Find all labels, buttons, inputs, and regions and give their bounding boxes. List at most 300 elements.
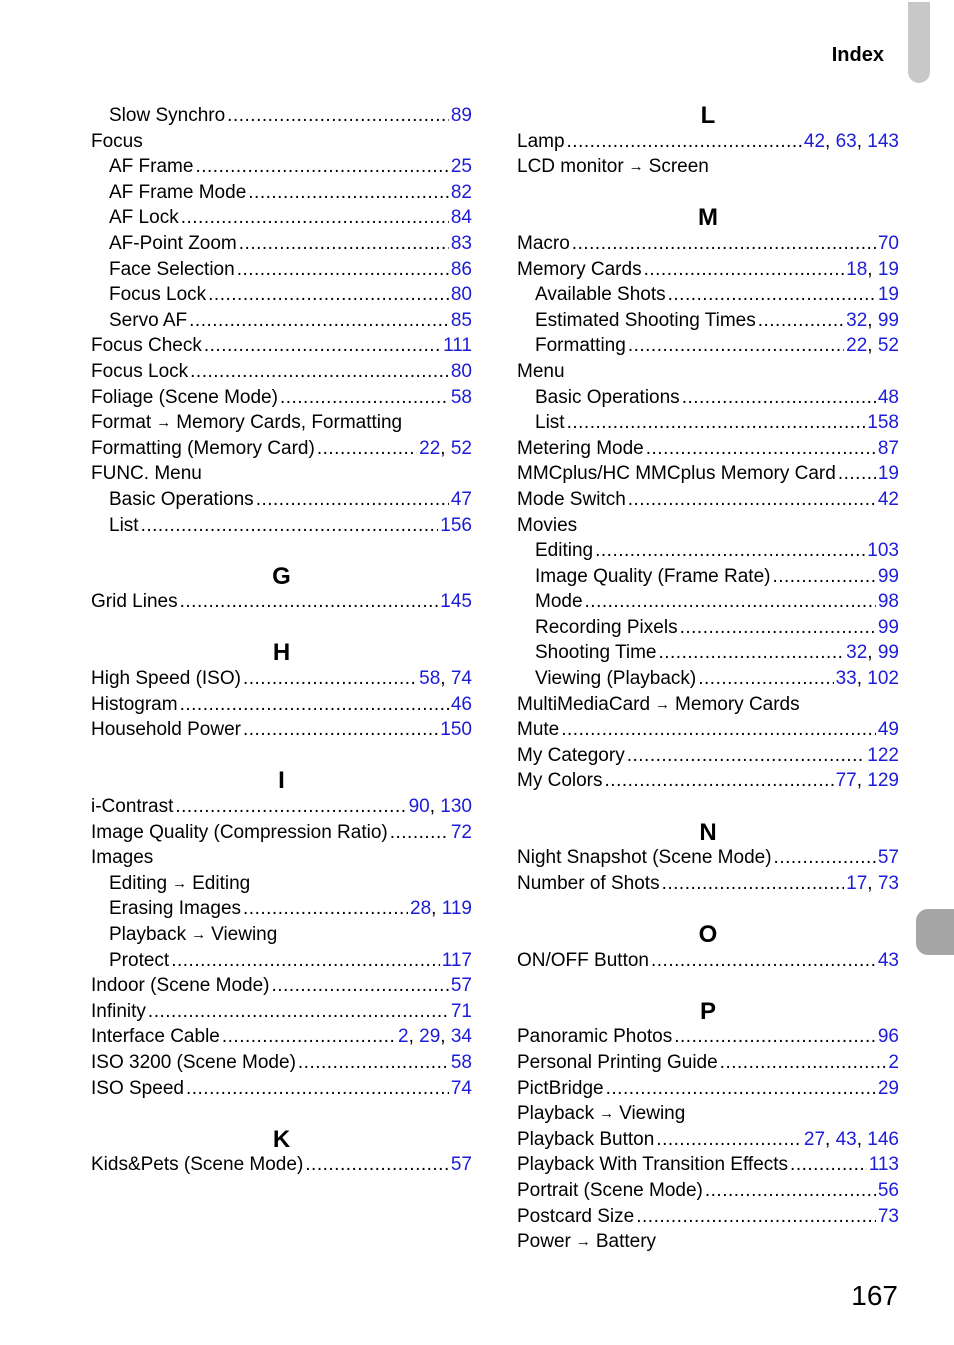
dot-leader: [772, 564, 875, 590]
dot-leader: [628, 487, 876, 513]
page-link[interactable]: 43: [877, 949, 899, 971]
dot-leader: [148, 999, 449, 1025]
entry-label: Interface Cable: [91, 1026, 220, 1048]
page-link[interactable]: 33: [835, 668, 857, 690]
index-entry: [517, 768, 899, 794]
page-separator: ,: [867, 309, 878, 331]
see-reference: Viewing: [619, 1103, 686, 1125]
entry-label: Menu: [517, 360, 565, 382]
dot-leader: [189, 308, 449, 334]
page-link[interactable]: 74: [450, 1077, 472, 1099]
entry-label: Panoramic Photos: [517, 1026, 673, 1048]
page-separator: ,: [856, 130, 868, 152]
entry-label: Night Snapshot (Scene Mode): [517, 847, 772, 869]
page-link[interactable]: 156: [440, 514, 472, 536]
see-reference: Screen: [648, 156, 709, 178]
page-link[interactable]: 102: [867, 668, 899, 690]
page-refs: [451, 359, 472, 385]
entry-label: Personal Printing Guide: [517, 1051, 718, 1073]
page-link[interactable]: 130: [440, 796, 472, 818]
dot-leader: [646, 436, 876, 462]
page-link[interactable]: 43: [835, 1128, 857, 1150]
index-subentry: [517, 538, 899, 564]
index-subentry: [91, 103, 472, 129]
index-entry: [91, 692, 472, 718]
dot-leader: [585, 589, 876, 615]
page-refs: [846, 871, 899, 897]
dot-leader: [280, 385, 449, 411]
index-entry: [91, 129, 472, 155]
page-separator: ,: [856, 1128, 868, 1150]
dot-leader: [628, 333, 844, 359]
index-tab-top: [908, 2, 930, 83]
page-separator: ,: [431, 898, 442, 920]
dot-leader: [390, 820, 449, 846]
page-refs: [451, 692, 472, 718]
page-link[interactable]: 122: [867, 744, 899, 766]
page-link[interactable]: 119: [441, 898, 472, 920]
page-refs: [878, 615, 899, 641]
index-entry: [91, 461, 472, 487]
entry-label: ON/OFF Button: [517, 949, 649, 971]
entry-label: Image Quality (Frame Rate): [535, 565, 771, 587]
page-link[interactable]: 47: [450, 488, 472, 510]
dot-leader: [838, 461, 876, 487]
page-separator: ,: [867, 872, 878, 894]
page-separator: ,: [867, 335, 878, 357]
dot-leader: [606, 1076, 876, 1102]
entry-label: Erasing Images: [109, 898, 242, 920]
index-entry: [517, 1024, 899, 1050]
arrow-right-icon: →: [191, 926, 207, 943]
page-refs: [409, 794, 472, 820]
page-link[interactable]: 22: [846, 335, 868, 357]
entry-label: List: [535, 412, 565, 434]
section-letter: O: [698, 921, 718, 948]
entry-label: AF Frame: [109, 156, 194, 178]
page-refs: [867, 743, 899, 769]
dot-leader: [698, 666, 833, 692]
index-subentry: [517, 385, 899, 411]
page-link[interactable]: 19: [877, 463, 899, 485]
index-entry: [517, 1229, 899, 1255]
page-link[interactable]: 63: [835, 130, 857, 152]
index-subentry: [517, 666, 899, 692]
entry-label: PictBridge: [517, 1077, 604, 1099]
index-subentry: [91, 154, 472, 180]
see-reference: Viewing: [211, 924, 278, 945]
page-link[interactable]: 70: [877, 232, 899, 254]
dot-leader: [680, 615, 876, 641]
dot-leader: [227, 103, 449, 129]
entry-label: Mode Switch: [517, 488, 626, 510]
entry-label: My Category: [517, 744, 625, 766]
page-link[interactable]: 74: [450, 668, 472, 690]
page-refs: [451, 1076, 472, 1102]
entry-label: Focus Lock: [91, 360, 189, 382]
dot-leader: [674, 1024, 876, 1050]
dot-leader: [243, 666, 417, 692]
dot-leader: [636, 1204, 876, 1230]
page-link[interactable]: 85: [450, 309, 472, 331]
dot-leader: [248, 180, 449, 206]
index-subentry: [517, 410, 899, 436]
entry-label: FUNC. Menu: [91, 463, 202, 485]
page-refs: [451, 973, 472, 999]
page-refs: [846, 257, 899, 283]
page-link[interactable]: 158: [867, 412, 899, 434]
entry-label: Editing: [109, 872, 168, 894]
page-link[interactable]: 87: [877, 437, 899, 459]
page-link[interactable]: 57: [450, 975, 472, 997]
page-refs: [878, 282, 899, 308]
page-link[interactable]: 2: [398, 1026, 409, 1048]
page-refs: [442, 948, 472, 974]
page-link[interactable]: 77: [835, 770, 857, 792]
entry-label: Basic Operations: [109, 488, 254, 510]
index-subentry: [91, 205, 472, 231]
arrow-right-icon: →: [575, 1233, 591, 1251]
page-refs: [443, 333, 472, 359]
entry-label: Infinity: [91, 1000, 146, 1022]
page-link[interactable]: 143: [867, 130, 899, 152]
entry-label: Protect: [109, 949, 170, 971]
entry-label: Shooting Time: [535, 642, 657, 664]
entry-label: Recording Pixels: [535, 616, 678, 638]
page-link[interactable]: 49: [877, 719, 899, 741]
dot-leader: [243, 717, 438, 743]
page-link[interactable]: 96: [877, 1026, 899, 1048]
index-subentry: [91, 896, 472, 922]
index-entry: [91, 820, 472, 846]
entry-label: Memory Cards: [517, 258, 642, 280]
index-entry: [517, 154, 899, 180]
index-subentry: [517, 640, 899, 666]
page-link[interactable]: 27: [803, 1128, 826, 1150]
page-link[interactable]: 86: [450, 258, 472, 280]
page-link[interactable]: 84: [450, 207, 472, 229]
page-link[interactable]: 73: [877, 1205, 899, 1227]
page-refs: [440, 513, 472, 539]
page-refs: [419, 436, 472, 462]
arrow-right-icon: →: [172, 874, 188, 892]
index-column-right: [517, 103, 899, 1255]
page-refs: [878, 589, 899, 615]
page-refs: [804, 1127, 899, 1153]
page-link[interactable]: 58: [450, 386, 472, 408]
page-refs: [451, 257, 472, 283]
entry-label: Formatting: [535, 335, 626, 357]
index-subentry: [91, 282, 472, 308]
index-entry: [517, 845, 899, 871]
page-separator: ,: [440, 668, 451, 690]
page-link[interactable]: 58: [450, 1051, 472, 1073]
entry-label: Movies: [517, 514, 578, 536]
entry-label: My Colors: [517, 770, 603, 792]
dot-leader: [186, 1076, 449, 1102]
page-link[interactable]: 52: [877, 335, 899, 357]
dot-leader: [627, 743, 866, 769]
section-letter: M: [698, 204, 718, 232]
page-link[interactable]: 29: [419, 1026, 441, 1048]
dot-leader: [658, 640, 844, 666]
page-link[interactable]: 145: [440, 591, 472, 613]
arrow-right-icon: →: [156, 414, 172, 432]
page-link[interactable]: 2: [888, 1051, 899, 1073]
page-link[interactable]: 25: [450, 156, 472, 178]
see-reference: Editing: [192, 872, 251, 894]
dot-leader: [239, 231, 449, 257]
dot-leader: [204, 333, 441, 359]
page-link[interactable]: 129: [867, 770, 899, 792]
page-refs: [867, 538, 899, 564]
entry-label: Focus: [91, 130, 143, 152]
index-entry: [91, 973, 472, 999]
page-link[interactable]: 72: [450, 821, 472, 843]
entry-label: AF-Point Zoom: [109, 232, 237, 254]
page-link[interactable]: 48: [877, 386, 899, 408]
page-refs: [419, 666, 472, 692]
index-entry: [91, 385, 472, 411]
dot-leader: [662, 871, 845, 897]
page-link[interactable]: 98: [877, 591, 899, 613]
page-link[interactable]: 103: [867, 540, 899, 562]
entry-label: Postcard Size: [517, 1205, 635, 1227]
page-link[interactable]: 18: [846, 258, 868, 280]
section-letter: I: [278, 767, 285, 795]
entry-label: AF Frame Mode: [109, 181, 247, 203]
page-refs: [878, 717, 899, 743]
index-subentry: [91, 871, 472, 897]
page-refs: [878, 1076, 899, 1102]
page-link[interactable]: 99: [877, 565, 899, 587]
page-refs: [451, 180, 472, 206]
entry-label: Available Shots: [535, 284, 666, 306]
dot-leader: [705, 1178, 876, 1204]
page-refs: [451, 820, 472, 846]
index-entry: [91, 410, 472, 436]
dot-leader: [682, 385, 876, 411]
page-refs: [440, 589, 472, 615]
arrow-right-icon: →: [599, 1105, 615, 1123]
page-link[interactable]: 117: [441, 949, 472, 971]
entry-label: Basic Operations: [535, 386, 680, 408]
see-reference: Memory Cards, Formatting: [176, 412, 403, 434]
page-link[interactable]: 29: [877, 1077, 899, 1099]
page-link[interactable]: 80: [450, 284, 472, 306]
index-entry: [517, 1204, 899, 1230]
page-link[interactable]: 99: [877, 309, 899, 331]
dot-leader: [790, 1152, 867, 1178]
index-subentry: [91, 922, 472, 948]
page-link[interactable]: 19: [877, 284, 899, 306]
index-entry: [517, 513, 899, 539]
entry-label: Playback Button: [517, 1128, 655, 1150]
index-subentry: [517, 308, 899, 334]
page-link[interactable]: 34: [450, 1026, 472, 1048]
dot-leader: [605, 768, 834, 794]
page-link[interactable]: 56: [877, 1179, 899, 1201]
index-subentry: [517, 615, 899, 641]
page-refs: [846, 308, 899, 334]
page-refs: [878, 948, 899, 974]
index-entry: [91, 1024, 472, 1050]
entry-label: Editing: [535, 540, 594, 562]
dot-leader: [561, 717, 876, 743]
page-link[interactable]: 82: [450, 181, 472, 203]
page-refs: [836, 768, 899, 794]
page-link[interactable]: 71: [450, 1000, 472, 1022]
entry-label: AF Lock: [109, 207, 179, 229]
index-entry: [91, 359, 472, 385]
entry-label: Playback With Transition Effects: [517, 1154, 789, 1176]
index-subentry: [91, 513, 472, 539]
section-letter: G: [272, 562, 291, 590]
section-letter: L: [700, 102, 716, 129]
entry-label: Power: [517, 1231, 571, 1253]
page-refs: [451, 282, 472, 308]
page-separator: ,: [867, 258, 878, 280]
entry-label: MMCplus/HC MMCplus Memory Card: [517, 463, 836, 485]
page-refs: [440, 717, 472, 743]
page-refs: [869, 1152, 899, 1178]
entry-label: LCD monitor: [517, 156, 624, 178]
page-link[interactable]: 42: [877, 488, 899, 510]
page-link[interactable]: 28: [410, 898, 432, 920]
dot-leader: [237, 257, 449, 283]
page-link[interactable]: 99: [877, 642, 899, 664]
page-refs: [878, 461, 899, 487]
dot-leader: [567, 129, 802, 155]
page-link[interactable]: 111: [443, 335, 472, 357]
entry-label: MultiMediaCard: [517, 693, 651, 715]
dot-leader: [180, 589, 439, 615]
page-link[interactable]: 80: [450, 360, 472, 382]
page-refs: [867, 410, 899, 436]
page-refs: [878, 1024, 899, 1050]
entry-label: Metering Mode: [517, 437, 644, 459]
page-refs: [888, 1050, 899, 1076]
page-refs: [451, 1050, 472, 1076]
page-link[interactable]: 99: [877, 616, 899, 638]
entry-label: Mode: [535, 591, 583, 613]
dot-leader: [222, 1024, 396, 1050]
page-link[interactable]: 73: [877, 872, 899, 894]
dot-leader: [305, 1152, 449, 1178]
page-refs: [451, 205, 472, 231]
index-subentry: [91, 257, 472, 283]
page-separator: ,: [440, 437, 451, 459]
page-link[interactable]: 146: [867, 1128, 899, 1150]
page-link[interactable]: 22: [419, 437, 441, 459]
page-link[interactable]: 19: [877, 258, 899, 280]
page-link[interactable]: 42: [803, 130, 826, 152]
page-link[interactable]: 57: [450, 1154, 472, 1176]
index-entry: [517, 257, 899, 283]
page-link[interactable]: 52: [450, 437, 472, 459]
page-link[interactable]: 83: [450, 232, 472, 254]
page-link[interactable]: 17: [846, 872, 868, 894]
entry-label: Images: [91, 847, 154, 869]
dot-leader: [180, 692, 449, 718]
dot-leader: [644, 257, 845, 283]
page-refs: [878, 487, 899, 513]
index-subentry: [91, 231, 472, 257]
page-refs: [451, 308, 472, 334]
page-link[interactable]: 89: [450, 105, 472, 126]
entry-label: ISO Speed: [91, 1077, 184, 1099]
page-title: Index: [831, 44, 884, 66]
page-link[interactable]: 113: [868, 1154, 899, 1176]
dot-leader: [317, 436, 417, 462]
entry-label: Servo AF: [109, 309, 188, 331]
dot-leader: [190, 359, 449, 385]
index-entry: [517, 948, 899, 974]
page-refs: [878, 436, 899, 462]
dot-leader: [272, 973, 449, 999]
page-separator: ,: [825, 130, 836, 152]
dot-leader: [651, 948, 876, 974]
page-refs: [878, 845, 899, 871]
index-entry: [91, 845, 472, 871]
page-refs: [836, 666, 899, 692]
index-entry: [517, 129, 899, 155]
page-link[interactable]: 90: [408, 796, 430, 818]
page-link[interactable]: 150: [440, 719, 472, 741]
page-link[interactable]: 58: [419, 668, 441, 690]
section-letter: N: [699, 818, 717, 846]
entry-label: Focus Lock: [109, 284, 207, 306]
entry-label: List: [109, 514, 139, 536]
page-link[interactable]: 32: [846, 309, 868, 331]
page-link[interactable]: 46: [450, 693, 472, 715]
page-separator: ,: [440, 1026, 451, 1048]
index-subentry: [517, 333, 899, 359]
entry-label: Foliage (Scene Mode): [91, 386, 278, 408]
index-entry: [91, 794, 472, 820]
entry-label: Lamp: [517, 130, 565, 152]
index-entry: [517, 1050, 899, 1076]
dot-leader: [668, 282, 876, 308]
index-entry: [517, 1076, 899, 1102]
page-refs: [846, 640, 899, 666]
index-entry: [517, 231, 899, 257]
index-subentry: [91, 948, 472, 974]
arrow-right-icon: →: [655, 695, 671, 713]
index-subentry: [91, 308, 472, 334]
dot-leader: [175, 794, 406, 820]
index-entry: [517, 1152, 899, 1178]
page-link[interactable]: 57: [877, 847, 899, 869]
dot-leader: [181, 205, 449, 231]
page-refs: [804, 129, 899, 155]
index-entry: [517, 359, 899, 385]
dot-leader: [572, 231, 876, 257]
page-refs: [878, 1204, 899, 1230]
page-refs: [451, 154, 472, 180]
index-entry: [91, 717, 472, 743]
index-entry: [517, 487, 899, 513]
entry-label: Viewing (Playback): [535, 668, 697, 690]
index-entry: [91, 1050, 472, 1076]
entry-label: Mute: [517, 719, 560, 741]
page-link[interactable]: 32: [846, 642, 868, 664]
dot-leader: [567, 410, 866, 436]
index-entry: [91, 1076, 472, 1102]
dot-leader: [141, 513, 439, 539]
arrow-right-icon: →: [628, 158, 644, 176]
section-tab-side: [916, 909, 954, 955]
